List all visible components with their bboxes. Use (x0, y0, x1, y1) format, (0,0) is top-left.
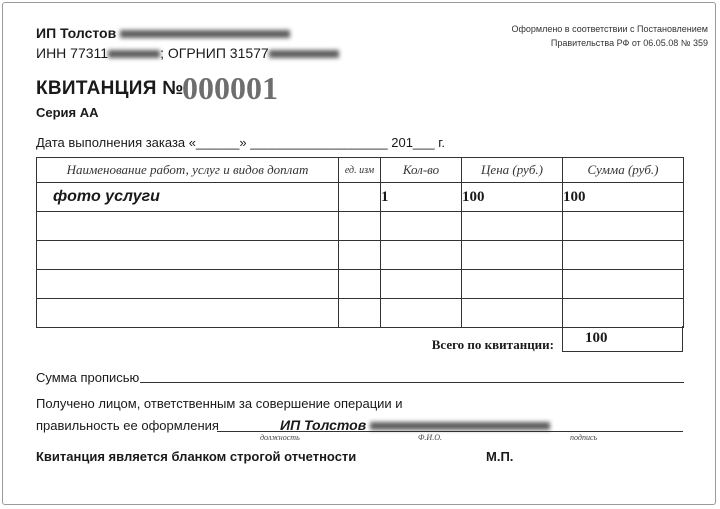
legal-notice-line1: Оформлено в соответствии с Постановлением (511, 24, 708, 34)
date-line: Дата выполнения заказа «______» ___________________ 201___ г. (36, 135, 445, 150)
header-description: Наименование работ, услуг и видов доплат (37, 158, 339, 183)
cell-price: 100 (462, 183, 563, 212)
cell-description (37, 299, 339, 328)
table-row (37, 299, 684, 328)
header-qty: Кол-во (381, 158, 462, 183)
cell-description: фото услуги (37, 183, 339, 212)
stamp-place: М.П. (486, 449, 514, 464)
amount-in-words-line (140, 382, 684, 383)
cell-qty (381, 212, 462, 241)
redacted-ogrnip (269, 50, 339, 58)
cell-sum (563, 241, 684, 270)
receipt-number: 000001 (182, 70, 278, 106)
header-unit: ед. изм (339, 158, 381, 183)
org-ids: ИНН 77311 ; ОГРНИП 31577 (36, 45, 339, 61)
table-header-row (37, 158, 684, 183)
strict-form-note: Квитанция является бланком строгой отчетности (36, 449, 357, 464)
receipt-series: Серия АА (36, 105, 99, 120)
cell-sum: 100 (563, 183, 684, 212)
cell-price (462, 212, 563, 241)
cell-unit (339, 212, 381, 241)
cell-price (462, 270, 563, 299)
received-line2: правильность ее оформления (36, 418, 219, 433)
caption-signature: подпись (570, 433, 598, 442)
receipt-title: КВИТАНЦИЯ № (36, 78, 184, 99)
cell-unit (339, 183, 381, 212)
received-line1: Получено лицом, ответственным за совершение операции и (36, 396, 403, 411)
amount-in-words-label: Сумма прописью (36, 370, 140, 385)
cell-sum (563, 299, 684, 328)
cell-unit (339, 241, 381, 270)
cell-price (462, 299, 563, 328)
cell-unit (339, 299, 381, 328)
total-value: 100 (562, 326, 683, 352)
cell-sum (563, 212, 684, 241)
cell-price (462, 241, 563, 270)
cell-qty (381, 270, 462, 299)
services-table (36, 157, 684, 328)
cell-description (37, 212, 339, 241)
table-row (37, 212, 684, 241)
redacted-inn (108, 50, 160, 58)
cell-qty (381, 241, 462, 270)
org-name: ИП Толстов (36, 25, 290, 41)
table-row (37, 183, 684, 212)
cell-qty (381, 299, 462, 328)
total-label: Всего по квитанции: (431, 337, 554, 352)
table-row (37, 270, 684, 299)
cell-unit (339, 270, 381, 299)
redacted-name (120, 30, 290, 38)
redacted-signer (370, 422, 550, 430)
caption-name: Ф.И.О. (418, 433, 442, 442)
cell-qty: 1 (381, 183, 462, 212)
legal-notice-line2: Правительства РФ от 06.05.08 № 359 (550, 38, 708, 48)
caption-position: должность (260, 433, 300, 442)
header-sum: Сумма (руб.) (563, 158, 684, 183)
cell-description (37, 270, 339, 299)
signer-name: ИП Толстов (280, 417, 550, 433)
header-price: Цена (руб.) (462, 158, 563, 183)
cell-sum (563, 270, 684, 299)
cell-description (37, 241, 339, 270)
table-row (37, 241, 684, 270)
